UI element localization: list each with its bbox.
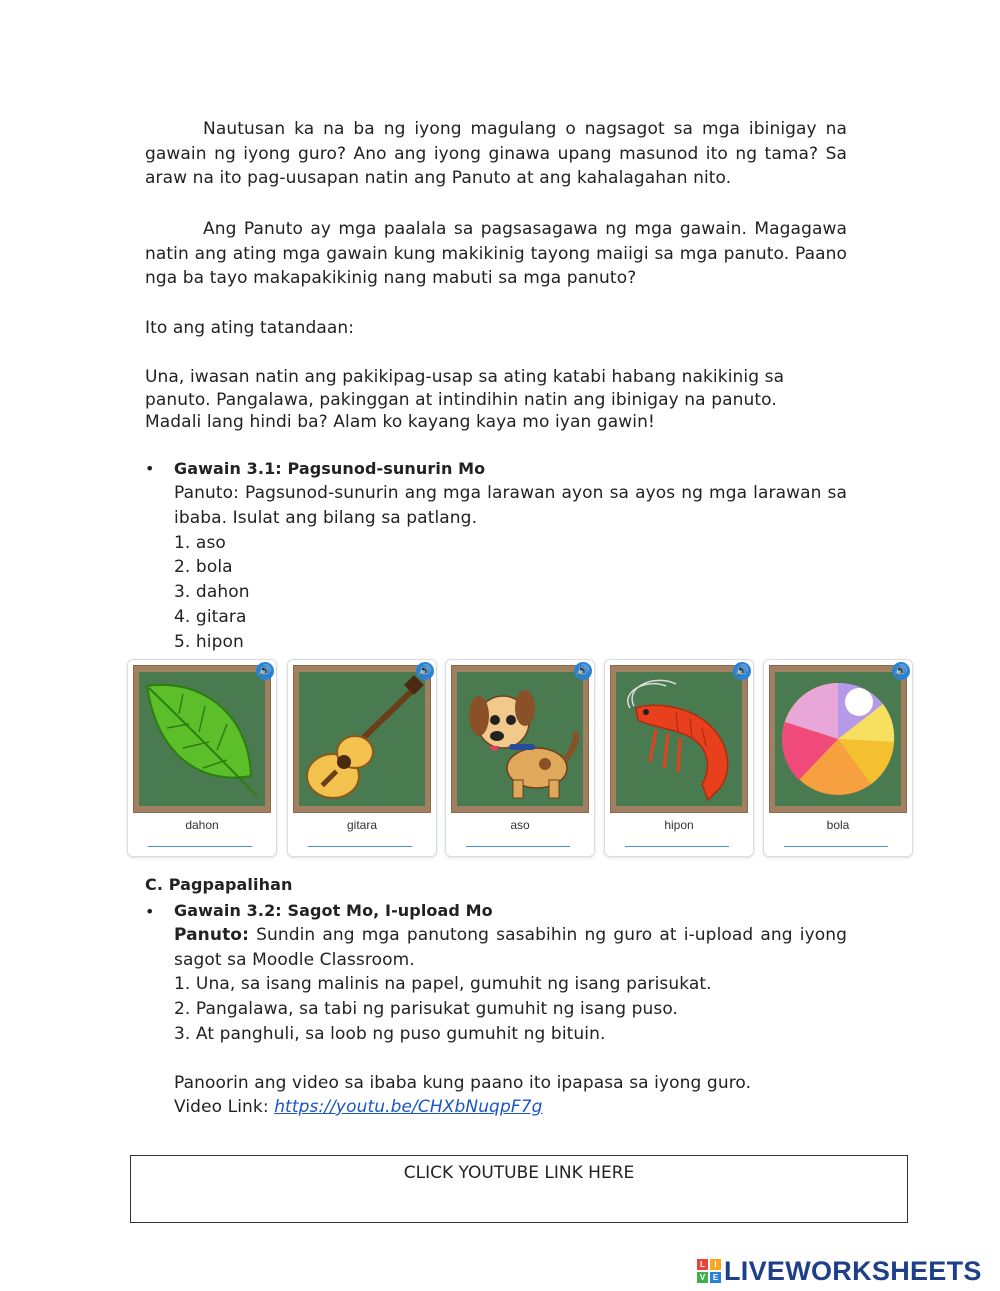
card-label: dahon <box>185 818 219 832</box>
answer-blank[interactable] <box>625 846 729 847</box>
ball-icon <box>775 672 901 806</box>
speaker-icon[interactable]: 🔊 <box>256 662 274 680</box>
video-link-label: Video Link: <box>174 1097 275 1117</box>
list-item: 3. dahon <box>174 582 250 602</box>
panuto-label: Panuto: <box>174 925 249 945</box>
chalkboard-frame <box>133 665 271 813</box>
gawain-3-2-instructions: Panuto: Sundin ang mga panutong sasabihin ng guro at i-upload ang iyong sagot sa Moodle Classroom. <box>174 925 847 970</box>
logo-blocks-icon <box>697 1259 721 1283</box>
video-link-line <box>174 1095 543 1120</box>
logo-text: LIVEWORKSHEETS <box>724 1255 982 1286</box>
leaf-icon <box>139 672 265 806</box>
step-item: 1. Una, sa isang malinis na papel, gumuhit ng isang parisukat. <box>174 974 712 994</box>
intro-paragraph-2: Ang Panuto ay mga paalala sa pagsasagawa ng mga gawain. Magagawa natin ang ating mga gawain kung makikinig tayong maiigi sa mga panuto. Paano nga ba tayo makapakikinig nang mabuti sa mga panuto? <box>145 219 847 288</box>
answer-blank[interactable] <box>784 846 888 847</box>
card-label: hipon <box>664 818 694 832</box>
card-aso <box>445 659 595 857</box>
video-link[interactable]: https://youtu.be/CHXbNuqpF7g <box>274 1097 543 1117</box>
card-bola <box>763 659 913 857</box>
remember-line: Ito ang ating tatandaan: <box>145 318 355 338</box>
guitar-icon <box>299 672 425 806</box>
youtube-link-box[interactable] <box>130 1155 908 1223</box>
gawain-3-1-title: Gawain 3.1: Pagsunod-sunurin Mo <box>174 459 486 478</box>
liveworksheets-logo <box>697 1257 982 1285</box>
list-item: 1. aso <box>174 533 226 553</box>
logo-letter: V <box>697 1272 708 1283</box>
card-label: aso <box>510 818 530 832</box>
list-item: 5. hipon <box>174 632 244 652</box>
card-label: bola <box>826 818 850 832</box>
gawain-3-2-title: Gawain 3.2: Sagot Mo, I-upload Mo <box>174 901 493 920</box>
dog-icon <box>457 672 583 806</box>
card-dahon <box>127 659 277 857</box>
logo-letter: L <box>697 1259 708 1270</box>
chalkboard-frame <box>769 665 907 813</box>
chalkboard-frame <box>451 665 589 813</box>
logo-letter: I <box>710 1259 721 1270</box>
shrimp-icon <box>616 672 742 806</box>
speaker-icon[interactable]: 🔊 <box>733 662 751 680</box>
chalkboard-frame <box>610 665 748 813</box>
section-c-heading: C. Pagpapalihan <box>145 875 293 894</box>
youtube-link-text[interactable]: CLICK YOUTUBE LINK HERE <box>403 1163 635 1183</box>
answer-blank[interactable] <box>466 846 570 847</box>
speaker-icon[interactable]: 🔊 <box>574 662 592 680</box>
intro-paragraph-1: Nautusan ka na ba ng iyong magulang o nagsagot sa mga ibinigay na gawain ng iyong guro? Ano ang iyong ginawa upang masunod ito ng tama? Sa araw na ito pag-uusapan natin ang Panuto at ang kahalagahan nito. <box>145 119 847 188</box>
speaker-icon[interactable]: 🔊 <box>416 662 434 680</box>
intro-paragraph-3: Una, iwasan natin ang pakikipag-usap sa ating katabi habang nakikinig sa panuto. Pangalawa, pakinggan at intindihin natin ang ibinigay na panuto. Madali lang hindi ba? Alam ko kayang kaya mo iyan gawin! <box>145 367 785 432</box>
step-item: 3. At panghuli, sa loob ng puso gumuhit ng bituin. <box>174 1024 606 1044</box>
list-item: 2. bola <box>174 557 233 577</box>
list-item: 4. gitara <box>174 607 247 627</box>
chalkboard-frame <box>293 665 431 813</box>
logo-letter: E <box>710 1272 721 1283</box>
card-label: gitara <box>346 818 378 832</box>
card-hipon <box>604 659 754 857</box>
answer-blank[interactable] <box>308 846 412 847</box>
watch-instruction: Panoorin ang video sa ibaba kung paano ito ipapasa sa iyong guro. <box>174 1073 752 1093</box>
card-gitara <box>287 659 437 857</box>
speaker-icon[interactable]: 🔊 <box>892 662 910 680</box>
gawain-3-1-instructions: Panuto: Pagsunod-sunurin ang mga larawan ayon sa ayos ng mga larawan sa ibaba. Isulat ang bilang sa patlang. <box>174 483 847 528</box>
answer-blank[interactable] <box>148 846 252 847</box>
bullet-mark: • <box>145 459 155 478</box>
step-item: 2. Pangalawa, sa tabi ng parisukat gumuhit ng isang puso. <box>174 999 679 1019</box>
bullet-mark: • <box>145 902 155 921</box>
